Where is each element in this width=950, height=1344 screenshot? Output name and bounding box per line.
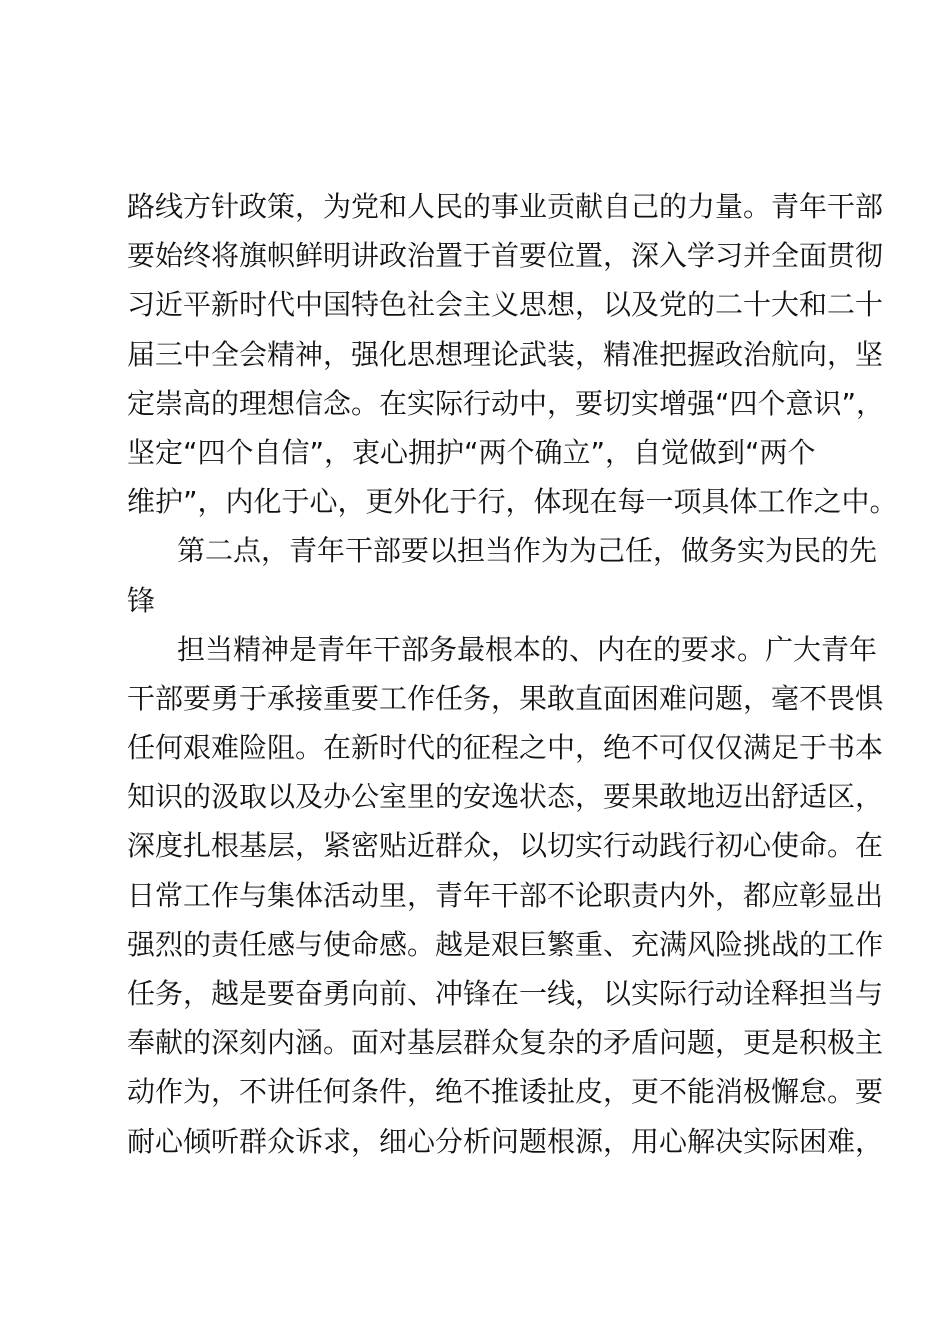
body-line-2: 要始终将旗帜鲜明讲政治置于首要位置，深入学习并全面贯彻 bbox=[127, 239, 884, 273]
section-heading-line-2: 锋 bbox=[127, 583, 156, 617]
body-line-6: 坚定“四个自信”，衷心拥护“两个确立”，自觉做到“两个 bbox=[127, 435, 816, 469]
body-line-4: 届三中全会精神，强化思想理论武装，精准把握政治航向，坚 bbox=[127, 337, 884, 371]
document-body bbox=[127, 182, 898, 1166]
body-line-10: 担当精神是青年干部务最根本的、内在的要求。广大青年 bbox=[177, 632, 878, 666]
section-heading-line-1: 第二点，青年干部要以担当作为为己任，做务实为民的先 bbox=[177, 534, 878, 568]
body-line-15: 日常工作与集体活动里，青年干部不论职责内外，都应彰显出 bbox=[127, 878, 884, 912]
body-line-11: 干部要勇于承接重要工作任务，果敢直面困难问题，毫不畏惧 bbox=[127, 681, 884, 715]
body-line-3: 习近平新时代中国特色社会主义思想，以及党的二十大和二十 bbox=[127, 288, 884, 322]
body-line-13: 知识的汲取以及办公室里的安逸状态，要果敢地迈出舒适区， bbox=[127, 780, 884, 814]
body-line-12: 任何艰难险阻。在新时代的征程之中，绝不可仅仅满足于书本 bbox=[127, 731, 884, 765]
body-line-5: 定崇高的理想信念。在实际行动中，要切实增强“四个意识”， bbox=[127, 386, 885, 420]
body-line-17: 任务，越是要奋勇向前、冲锋在一线，以实际行动诠释担当与 bbox=[127, 977, 884, 1010]
body-line-18: 奉献的深刻内涵。面对基层群众复杂的矛盾问题，更是积极主 bbox=[127, 1026, 884, 1060]
body-line-7: 维护”，内化于心，更外化于行，体现在每一项具体工作之中。 bbox=[127, 485, 898, 519]
body-line-19: 动作为，不讲任何条件，绝不推诿扯皮，更不能消极懈怠。要 bbox=[127, 1075, 884, 1109]
body-line-1: 路线方针政策，为党和人民的事业贡献自己的力量。青年干部 bbox=[127, 190, 884, 223]
body-line-14: 深度扎根基层，紧密贴近群众，以切实行动践行初心使命。在 bbox=[127, 829, 884, 863]
body-line-20: 耐心倾听群众诉求，细心分析问题根源，用心解决实际困难， bbox=[127, 1124, 884, 1158]
body-line-16: 强烈的责任感与使命感。越是艰巨繁重、充满风险挑战的工作 bbox=[127, 927, 884, 961]
